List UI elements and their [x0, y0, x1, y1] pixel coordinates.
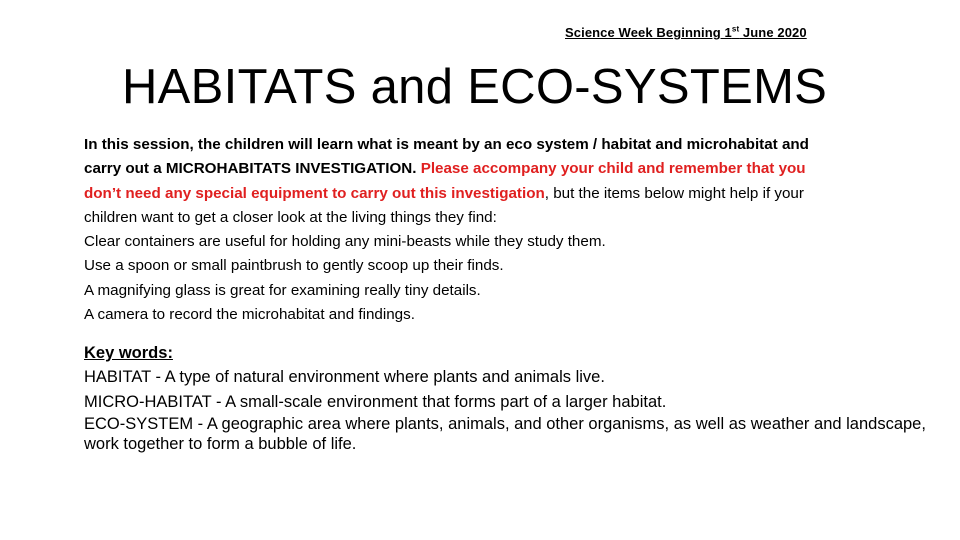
key-words-section: [84, 342, 944, 454]
subtitle-prefix: Science Week Beginning 1: [565, 25, 732, 40]
item-spoon: Use a spoon or small paintbrush to gently scoop up their finds.: [84, 257, 504, 275]
keyword-ecosystem: ECO-SYSTEM - A geographic area where plants, animals, and other organisms, as well as weather and landscape, work together to form a bubble of life.: [84, 415, 926, 453]
intro-line-3: [84, 182, 944, 206]
intro-line-1: In this session, the children will learn what is meant by an eco system / habitat and microhabitat and: [84, 136, 809, 153]
items-help-text: , but the items below might help if your: [544, 184, 804, 202]
item-camera: A camera to record the microhabitat and findings.: [84, 306, 415, 324]
item-containers: Clear containers are useful for holding any mini-beasts while they study them.: [84, 233, 606, 251]
no-equipment-text: don’t need any special equipment to carry out this investigation: [84, 184, 545, 202]
key-words-heading: Key words:: [84, 344, 173, 362]
keyword-habitat: HABITAT - A type of natural environment where plants and animals live.: [84, 368, 605, 386]
subtitle-ordinal: st: [731, 24, 740, 34]
keyword-microhabitat: MICRO-HABITAT - A small-scale environment that forms part of a larger habitat.: [84, 392, 667, 411]
intro-line-2: [84, 157, 944, 181]
accompany-text: Please accompany your child and remember that you: [420, 160, 806, 178]
subtitle-suffix: June 2020: [739, 25, 807, 40]
intro-paragraph: [84, 133, 944, 327]
item-magnifying-glass: A magnifying glass is great for examining really tiny details.: [84, 281, 481, 299]
intro-line-4: children want to get a closer look at the living things they find:: [84, 208, 497, 226]
investigation-text: carry out a MICROHABITATS INVESTIGATION.: [84, 160, 421, 178]
week-subtitle: [565, 25, 807, 40]
page-title: HABITATS and ECO-SYSTEMS: [122, 60, 828, 114]
